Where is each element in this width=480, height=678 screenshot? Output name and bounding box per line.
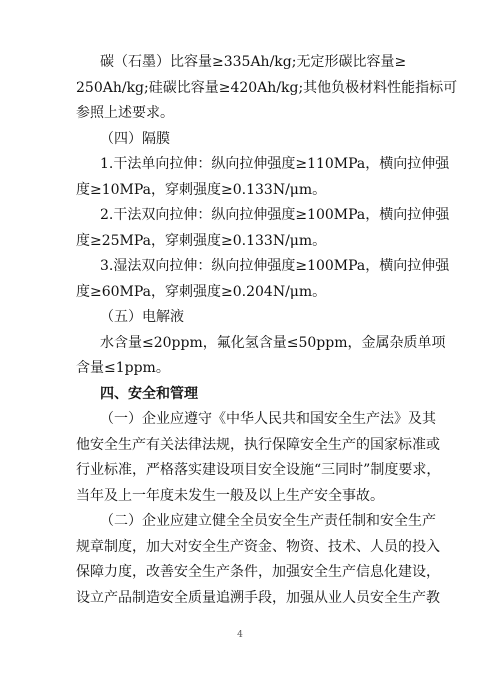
text-line: 含量≤1ppm。 [76,360,170,376]
section-heading: （五）电解液 [100,309,184,325]
text-line: 碳（石墨）比容量≥335Ah/kg;无定形碳比容量≥ [100,54,407,70]
chapter-heading: 四、安全和管理 [100,386,198,402]
text-line: 规章制度，加大对安全生产资金、物资、技术、人员的投入 [76,539,440,555]
text-line: 行业标准，严格落实建设项目安全设施“三同时”制度要求， [76,462,441,478]
text-line: 设立产品制造安全质量追溯手段，加强从业人员安全生产教 [76,590,440,606]
text-line: 保障力度，改善安全生产条件，加强安全生产信息化建设， [76,564,440,580]
text-line: 度≥25MPa，穿刺强度≥0.133N/μm。 [76,233,327,249]
page-number: 4 [237,630,243,640]
text-line: 2.干法双向拉伸：纵向拉伸强度≥100MPa，横向拉伸强 [100,207,450,223]
text-line: 1.干法单向拉伸：纵向拉伸强度≥110MPa，横向拉伸强 [100,156,450,172]
text-line: 水含量≤20ppm，氟化氢含量≤50ppm，金属杂质单项 [100,335,446,351]
section-heading: （四）隔膜 [100,131,170,147]
text-line: 250Ah/kg;硅碳比容量≥420Ah/kg;其他负极材料性能指标可 [76,80,458,96]
text-line: 度≥60MPa，穿刺强度≥0.204N/μm。 [76,284,327,300]
text-line: 3.湿法双向拉伸：纵向拉伸强度≥100MPa，横向拉伸强 [100,258,450,274]
text-line: 当年及上一年度未发生一般及以上生产安全事故。 [76,488,384,504]
text-line: 参照上述要求。 [76,105,174,121]
text-line: （二）企业应建立健全全员安全生产责任制和安全生产 [100,513,436,529]
text-line: 他安全生产有关法律法规，执行保障安全生产的国家标准或 [76,437,440,453]
text-line: 度≥10MPa，穿刺强度≥0.133N/μm。 [76,182,327,198]
text-line: （一）企业应遵守《中华人民共和国安全生产法》及其 [100,411,436,427]
